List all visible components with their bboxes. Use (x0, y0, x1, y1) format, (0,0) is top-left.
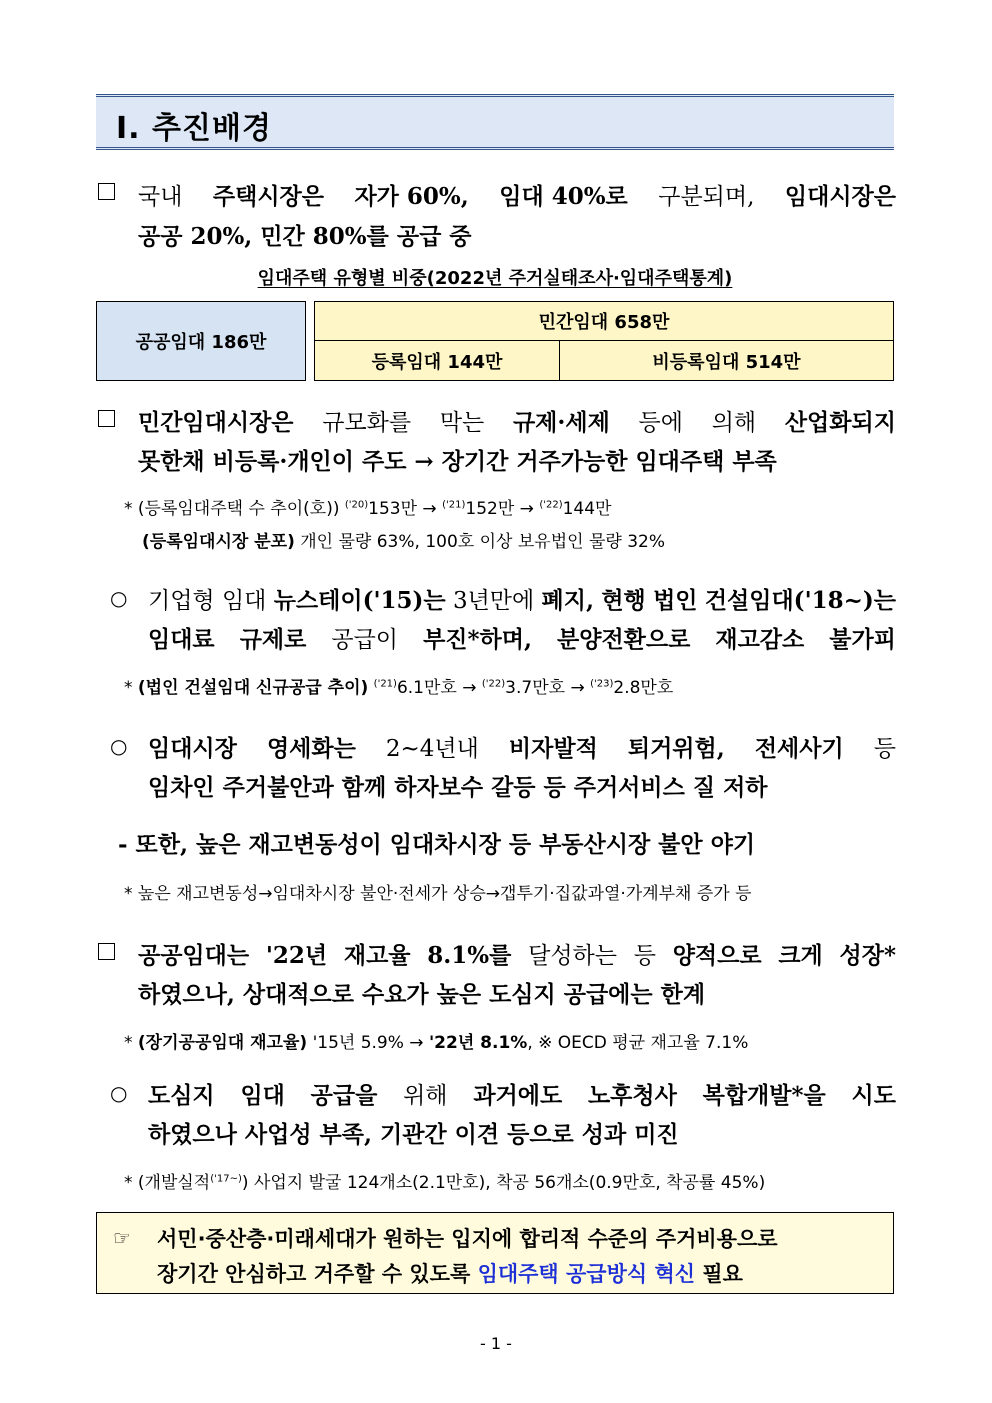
s2-line2: 못한채 비등록·개인이 주도 → 장기간 거주가능한 임대주택 부족 (138, 448, 777, 475)
s2a-note: * (법인 건설임대 신규공급 추이) $^{('21)}$6.1만호 → $^{('22)}$3.7만호 → $^{('23)}$2.8만호 (124, 678, 674, 698)
s2-note1: * (등록임대주택 수 추이(호)) $^{('20)}$153만 → $^{('21)}$152만 → $^{('22)}$144만 (124, 499, 612, 519)
page-number: - 1 - (480, 1334, 512, 1353)
circle-bullet: ○ (110, 1081, 128, 1105)
s3-note: * (장기공공임대 재고율) '15년 5.9% → '22년 8.1%, ※ OECD 평균 재고율 7.1% (124, 1033, 749, 1053)
table-cell-unregistered: 비등록임대 514만 (559, 340, 894, 381)
word: 규제·세제 (512, 409, 610, 436)
section-title-bar (96, 94, 894, 150)
word: 임대 40%로 (499, 183, 628, 210)
checkbox-bullet (98, 943, 115, 960)
s2b-line1: 임대시장 영세화는 2~4년내 비자발적 퇴거위험, 전세사기 등 (148, 735, 896, 762)
s2b-line2: 임차인 주거불안과 함께 하자보수 갈등 등 주거서비스 질 저하 (148, 774, 768, 801)
summary-line2: 장기간 안심하고 거주할 수 있도록 임대주택 공급방식 혁신 필요 (157, 1262, 743, 1286)
pointing-hand-icon: ☞ (113, 1226, 131, 1250)
word: 등에 (638, 410, 683, 436)
section-title: Ⅰ. 추진배경 (116, 111, 272, 146)
s2a-line2: 임대료 규제로 공급이 부진*하며, 분양전환으로 재고감소 불가피 (148, 626, 896, 653)
s1-line1 (138, 178, 896, 211)
s2a-line1: 기업형 임대 뉴스테이('15)는 3년만에 폐지, 현행 법인 건설임대('18~)는 (148, 587, 896, 614)
s3a-line1: 도심지 임대 공급을 위해 과거에도 노후청사 복합개발*을 시도 (148, 1082, 896, 1109)
s3a-line2: 하였으나 사업성 부족, 기관간 이견 등으로 성과 미진 (148, 1121, 679, 1148)
word: 주택시장은 (212, 183, 324, 210)
s2b-note: * 높은 재고변동성→임대차시장 불안·전세가 상승→갭투기·집값과열·가계부채 증가 등 (124, 884, 752, 904)
summary-line1: 서민·중산층·미래세대가 원하는 입지에 합리적 수준의 주거비용으로 (157, 1227, 778, 1251)
s2-note2: (등록임대시장 분포) 개인 물량 63%, 100호 이상 보유법인 물량 32% (142, 532, 665, 552)
word: 규모화를 (322, 410, 412, 436)
s2-line1 (138, 404, 896, 437)
circle-bullet: ○ (110, 586, 128, 610)
summary-box (96, 1212, 894, 1294)
table-cell-registered: 등록임대 144만 (314, 340, 560, 381)
s3a-note: * (개발실적$^{('17\sim)}$) 사업지 발굴 124개소(2.1만호), 착공 56개소(0.9만호, 착공률 45%) (124, 1173, 766, 1193)
s1-line2: 공공 20%, 민간 80%를 공급 중 (138, 223, 472, 250)
table-caption: 임대주택 유형별 비중(2022년 주거실태조사·임대주택통계) (257, 268, 733, 289)
checkbox-bullet (98, 410, 115, 427)
word: 산업화되지 (784, 409, 896, 436)
word: 국내 (138, 184, 183, 210)
word: 막는 (439, 410, 485, 436)
circle-bullet: ○ (110, 734, 128, 758)
s2b-dash-line: - 또한, 높은 재고변동성이 임대차시장 등 부동산시장 불안 야기 (118, 831, 756, 858)
table-cell-public: 공공임대 186만 (96, 301, 306, 381)
word: 민간임대시장은 (138, 409, 294, 436)
table-cell-private: 민간임대 658만 (314, 301, 894, 341)
checkbox-bullet (98, 183, 115, 200)
word: 구분되며, (658, 184, 755, 210)
word: 임대시장은 (784, 183, 896, 210)
word: 의해 (711, 410, 757, 436)
word: 자가 60%, (354, 183, 469, 210)
s3-line2: 하였으나, 상대적으로 수요가 높은 도심지 공급에는 한계 (138, 981, 706, 1008)
s3-line1: 공공임대는 '22년 재고율 8.1%를 달성하는 등 양적으로 크게 성장* (138, 942, 896, 969)
summary-highlight: 임대주택 공급방식 혁신 (477, 1262, 696, 1286)
